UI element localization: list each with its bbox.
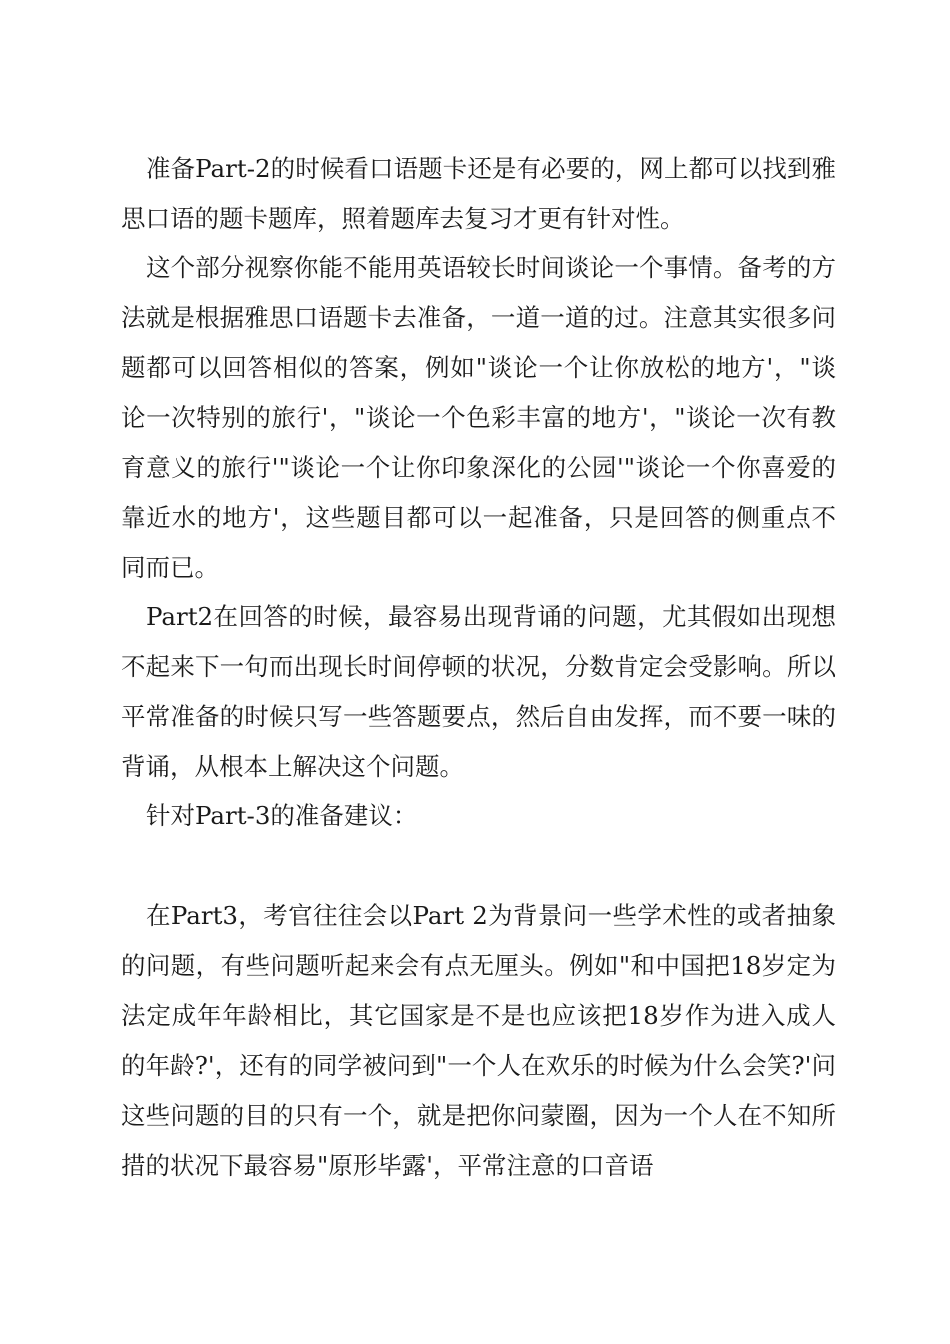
paragraph-part2-strategy (121, 243, 836, 593)
paragraph-part2-recitation (121, 592, 836, 792)
section-heading-part3 (121, 791, 836, 841)
paragraph-text: 这个部分视察你能不能用英语较长时间谈论一个事情。备考的方法就是根据雅思口语题卡去准备，一道一道的过。注意其实很多问题都可以回答相似的答案，例如"谈论一个让你放松的地方'，"谈论一次特别的旅行'，"谈论一个色彩丰富的地方'，"谈论一次有教育意义的旅行'"谈论一个让你印象深化的公园'"谈论一个你喜爱的靠近水的地方'，这些题目都可以一起准备，只是回答的侧重点不同而已。 (121, 253, 836, 582)
paragraph-text: 在Part3，考官往往会以Part 2为背景问一些学术性的或者抽象的问题，有些问题听起来会有点无厘头。例如"和中国把18岁定为法定成年年龄相比，其它国家是不是也应该把18岁作为进入成人的年龄?'，还有的同学被问到"一个人在欢乐的时候为什么会笑?'问这些问题的目的只有一个，就是把你问蒙圈，因为一个人在不知所措的状况下最容易"原形毕露'，平常注意的口音语 (121, 901, 836, 1180)
paragraph-part2-cue-cards (121, 144, 836, 244)
paragraph-text: Part2在回答的时候，最容易出现背诵的问题，尤其假如出现想不起来下一句而出现长时间停顿的状况，分数肯定会受影响。所以平常准备的时候只写一些答题要点，然后自由发挥，而不要一味的背诵，从根本上解决这个问题。 (121, 602, 836, 781)
paragraph-text: 针对Part-3的准备建议： (146, 801, 418, 830)
paragraph-part3-questions (121, 891, 836, 1191)
paragraph-text: 准备Part-2的时候看口语题卡还是有必要的，网上都可以找到雅思口语的题卡题库，照着题库去复习才更有针对性。 (121, 154, 836, 233)
